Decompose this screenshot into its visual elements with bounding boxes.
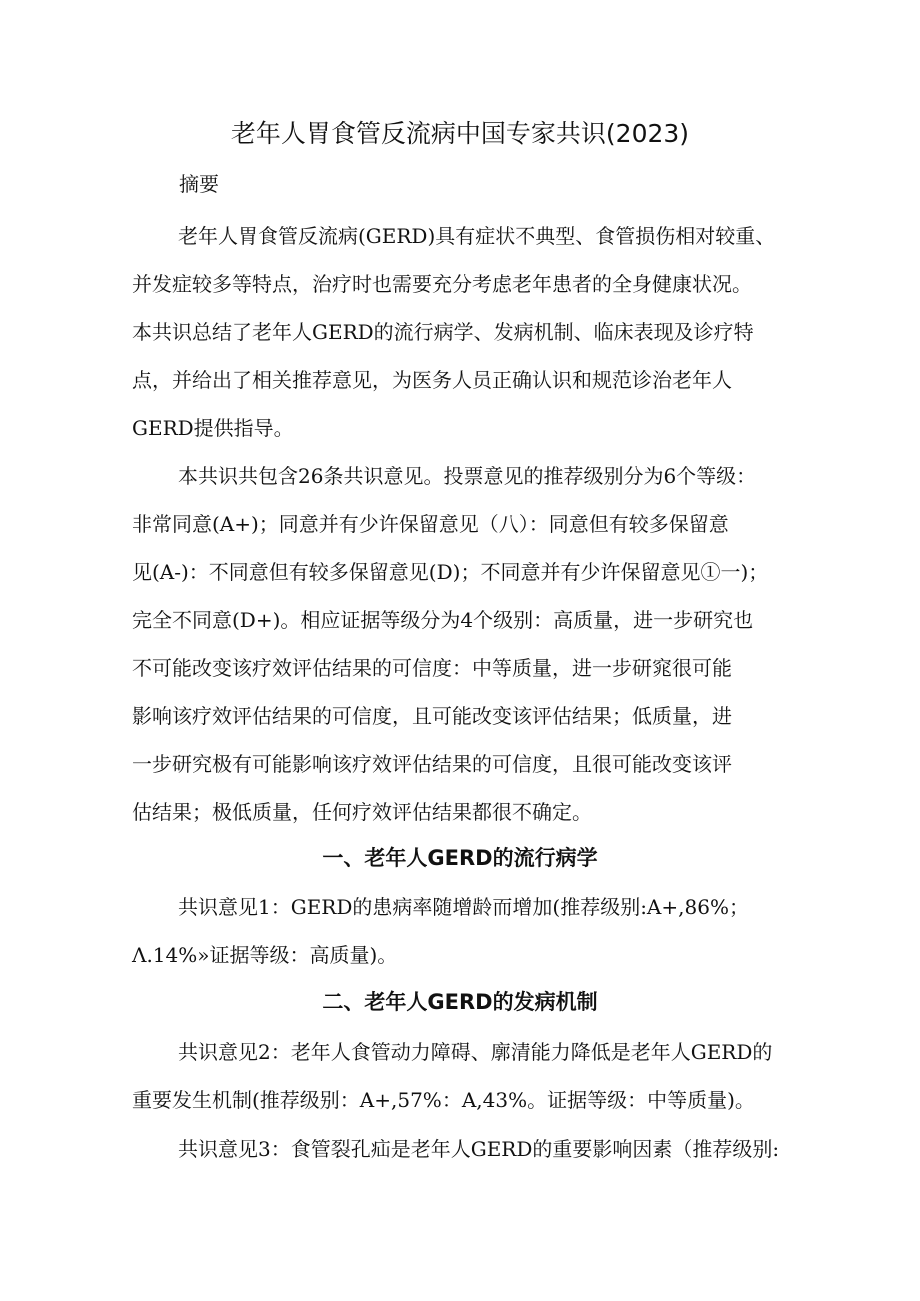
paragraph-line: 见(A-)：不同意但有较多保留意见(D)；不同意并有少许保留意见①一)；: [132, 560, 769, 584]
paragraph-line: 老年人胃食管反流病(GERD)具有症状不典型、食管损伤相对较重、: [178, 224, 776, 248]
paragraph-line: 共识意见2：老年人食管动力障碍、廓清能力降低是老年人GERD的: [178, 1040, 773, 1064]
paragraph-line: GERD提供指导。: [132, 416, 294, 440]
paragraph-line: Λ.14%»证据等级：高质量)。: [132, 943, 398, 967]
paragraph-line: 重要发生机制(推荐级别：A+,57%：A,43%。证据等级：中等质量)。: [132, 1088, 755, 1112]
abstract-heading: 摘要: [179, 172, 219, 196]
paragraph-line: 估结果；极低质量，任何疗效评估结果都很不确定。: [132, 800, 592, 824]
paragraph-line: 共识意见1：GERD的患病率随增龄而增加(推荐级别:A+,86%；: [178, 895, 749, 919]
document-title: 老年人胃食管反流病中国专家共识(2023): [230, 119, 690, 148]
consensus-3-paragraph: [132, 1125, 792, 1173]
paragraph-line: 本共识总结了老年人GERD的流行病学、发病机制、临床表现及诊疗特: [132, 320, 754, 344]
section-heading-epidemiology: 一、老年人GERD的流行病学: [322, 846, 598, 870]
paragraph-line: 不可能改变该疗效评估结果的可信度：中等质量，进一步研窕很可能: [132, 656, 732, 680]
paragraph-line: 并发症较多等特点，治疗时也需要充分考虑老年患者的全身健康状况。: [132, 272, 752, 296]
paragraph-line: 非常同意(A+)；同意并有少许保留意见（八）：同意但有较多保留意: [132, 512, 729, 536]
section-heading-pathogenesis: 二、老年人GERD的发病机制: [322, 990, 598, 1014]
paragraph-line: 影响该疗效评估结果的可信度，且可能改变该评估结果；低质量，进: [132, 704, 732, 728]
paragraph-line: 一步研究极有可能影响该疗效评估结果的可信度，且很可能改变该评: [132, 752, 732, 776]
consensus-1-paragraph: [132, 883, 792, 979]
consensus-2-paragraph: [132, 1028, 792, 1124]
paragraph-line: 共识意见3：食管裂孔疝是老年人GERD的重要影响因素（推荐级别:: [178, 1137, 780, 1161]
abstract-paragraph-2: [132, 452, 792, 836]
paragraph-line: 完全不同意(D+)。相应证据等级分为4个级别：高质量，进一步研究也: [132, 608, 754, 632]
paragraph-line: 本共识共包含26条共识意见。投票意见的推荐级别分为6个等级：: [178, 464, 757, 488]
paragraph-line: 点，并给出了相关推荐意见，为医务人员正确认识和规范诊治老年人: [132, 368, 732, 392]
abstract-paragraph-1: [132, 212, 792, 452]
